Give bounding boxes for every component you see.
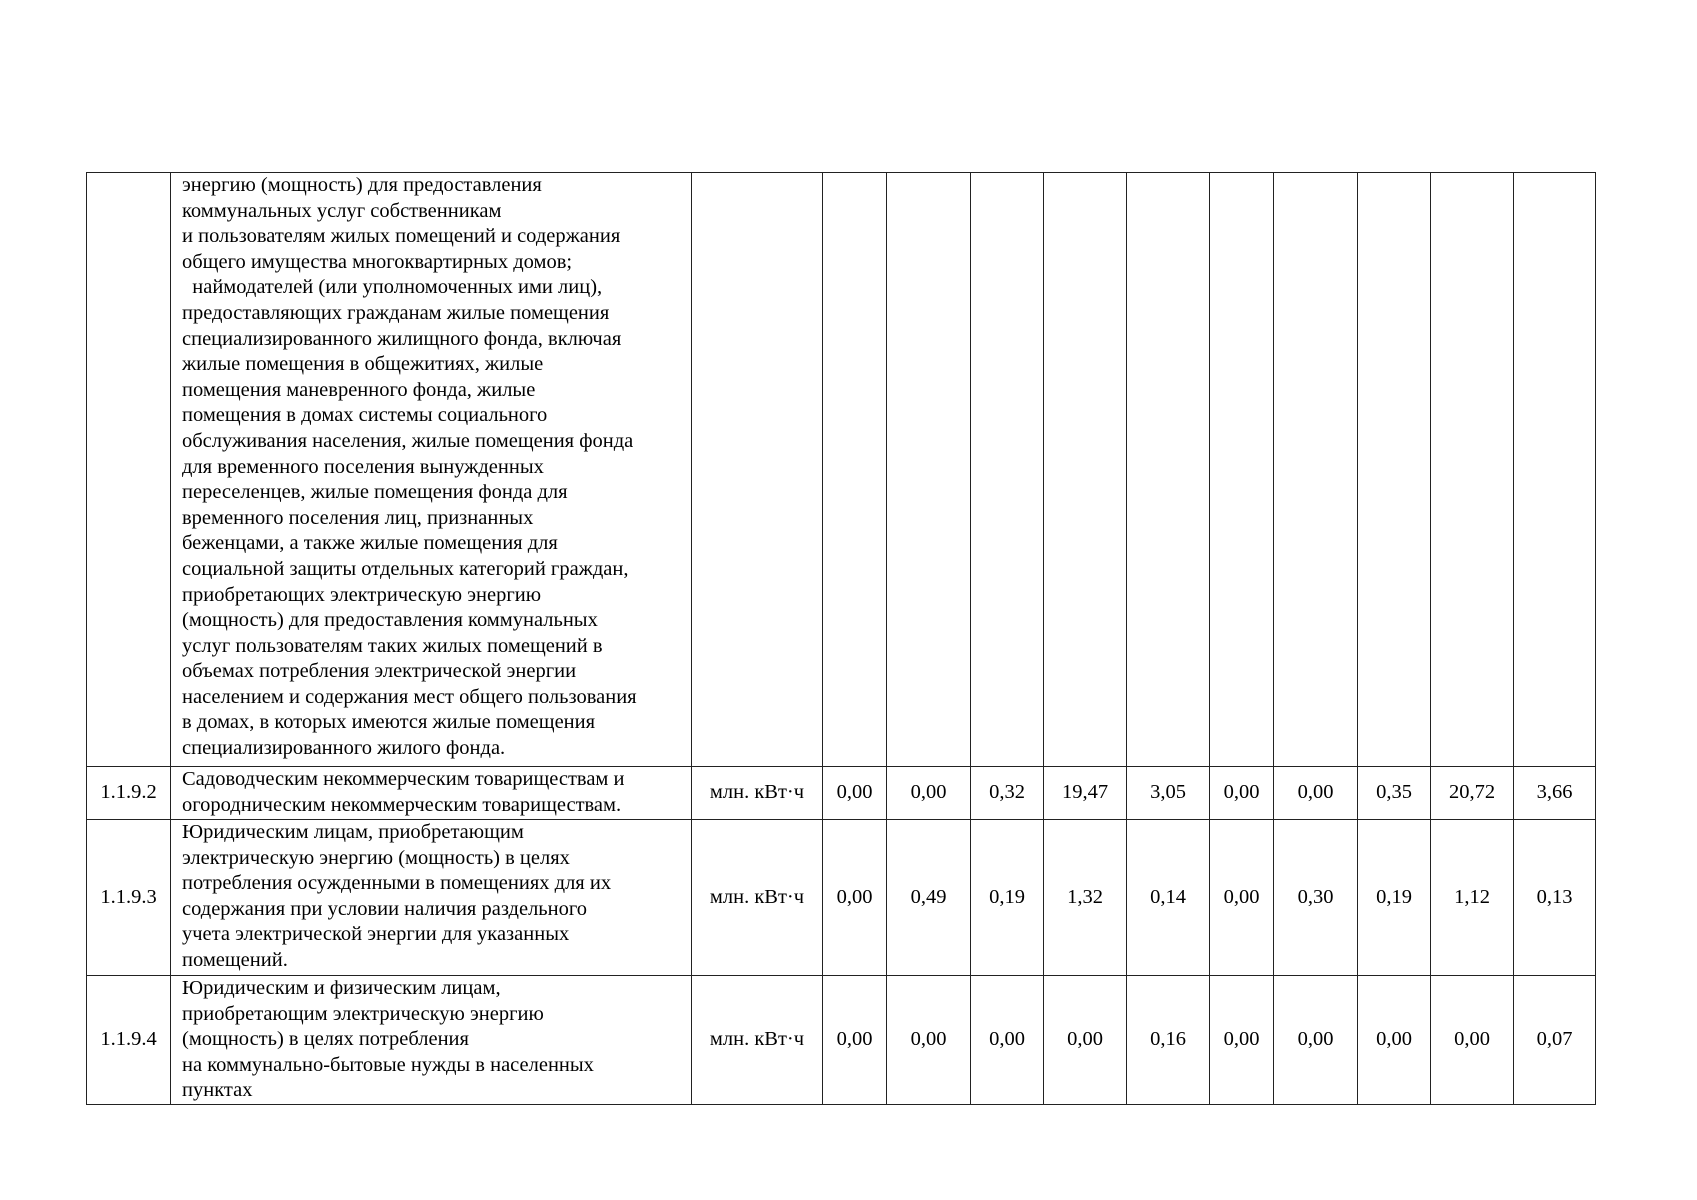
table-row [87,173,1596,767]
unit-cell [692,173,823,767]
value-cell [971,173,1044,767]
value-cell: 0,00 [1210,976,1274,1105]
row-description-cell [171,767,692,820]
value-cell: 0,00 [1274,767,1358,820]
description-line: временного поселения лиц, признанных [182,506,534,529]
row-code-cell: 1.1.9.4 [87,976,171,1105]
description-line: огородническим некоммерческим товариществам. [182,793,622,816]
value-cell: 0,00 [887,767,971,820]
value-cell: 0,00 [1274,976,1358,1105]
value-cell: 0,00 [1044,976,1127,1105]
value-cell: 0,00 [1358,976,1431,1105]
row-code-cell: 1.1.9.3 [87,820,171,976]
description-line: Садоводческим некоммерческим товариществам и [182,768,625,790]
description-line: приобретающим электрическую энергию [182,1002,544,1025]
value-cell: 0,32 [971,767,1044,820]
row-description-cell [171,976,692,1105]
value-cell: 3,66 [1514,767,1596,820]
description-line: беженцами, а также жилые помещения для [182,532,558,555]
description-line: на коммунально-бытовые нужды в населенных [182,1053,594,1076]
value-cell [1274,173,1358,767]
description-line: помещения маневренного фонда, жилые [182,378,536,401]
value-cell: 0,00 [1431,976,1514,1105]
description-line: учета электрической энергии для указанных [182,923,570,946]
description-line: наймодателей (или уполномоченных ими лиц), [182,276,603,299]
description-line: для временного поселения вынужденных [182,455,544,478]
value-cell: 3,05 [1127,767,1210,820]
value-cell: 0,19 [1358,820,1431,976]
description-line: помещения в домах системы социального [182,404,548,427]
description-line: объемах потребления электрической энергии [182,660,577,683]
table-row [87,767,1596,820]
value-cell: 0,30 [1274,820,1358,976]
value-cell: 0,00 [971,976,1044,1105]
value-cell [887,173,971,767]
description-line: помещений. [182,948,288,971]
description-line: энергию (мощность) для предоставления [182,174,542,196]
value-cell: 19,47 [1044,767,1127,820]
description-line: потребления осужденными в помещениях для их [182,872,612,895]
description-line: предоставляющих гражданам жилые помещения [182,301,610,324]
row-description-cell [171,173,692,767]
value-cell: 0,00 [887,976,971,1105]
value-cell [1044,173,1127,767]
value-cell [823,173,887,767]
description-line: специализированного жилищного фонда, включая [182,327,622,350]
description-line: и пользователям жилых помещений и содержания [182,225,621,248]
value-cell: 0,00 [1210,767,1274,820]
table-row [87,976,1596,1105]
description-line: содержания при условии наличия раздельного [182,897,588,920]
unit-cell: млн. кВт·ч [692,976,823,1105]
row-description-cell [171,820,692,976]
value-cell: 0,07 [1514,976,1596,1105]
value-cell: 0,49 [887,820,971,976]
value-cell [1514,173,1596,767]
table-row [87,820,1596,976]
value-cell: 1,32 [1044,820,1127,976]
value-cell [1431,173,1514,767]
description-line: переселенцев, жилые помещения фонда для [182,481,568,504]
description-line: пунктах [182,1079,253,1102]
value-cell: 0,00 [823,767,887,820]
description-line: населением и содержания мест общего пользования [182,685,637,708]
unit-cell: млн. кВт·ч [692,767,823,820]
description-line: коммунальных услуг собственникам [182,199,502,222]
description-line: услуг пользователям таких жилых помещений в [182,634,603,657]
value-cell: 0,00 [823,976,887,1105]
value-cell: 0,14 [1127,820,1210,976]
row-code-cell [87,173,171,767]
value-cell: 0,35 [1358,767,1431,820]
description-line: Юридическим и физическим лицам, [182,977,501,999]
data-table [86,172,1596,1105]
description-line: (мощность) в целях потребления [182,1028,469,1051]
description-line: жилые помещения в общежитиях, жилые [182,353,544,376]
value-cell [1358,173,1431,767]
value-cell: 0,00 [1210,820,1274,976]
row-code-cell: 1.1.9.2 [87,767,171,820]
description-line: социальной защиты отдельных категорий граждан, [182,557,629,580]
unit-cell: млн. кВт·ч [692,820,823,976]
description-line: электрическую энергию (мощность) в целях [182,846,570,869]
value-cell: 0,19 [971,820,1044,976]
description-line: приобретающих электрическую энергию [182,583,542,606]
value-cell: 20,72 [1431,767,1514,820]
description-line: (мощность) для предоставления коммунальных [182,609,598,632]
value-cell: 0,16 [1127,976,1210,1105]
value-cell: 1,12 [1431,820,1514,976]
description-line: Юридическим лицам, приобретающим [182,821,524,843]
value-cell: 0,13 [1514,820,1596,976]
description-line: общего имущества многоквартирных домов; [182,250,573,273]
value-cell: 0,00 [823,820,887,976]
description-line: в домах, в которых имеются жилые помещения [182,711,596,734]
value-cell [1210,173,1274,767]
description-line: специализированного жилого фонда. [182,737,506,760]
description-line: обслуживания населения, жилые помещения фонда [182,429,634,452]
value-cell [1127,173,1210,767]
